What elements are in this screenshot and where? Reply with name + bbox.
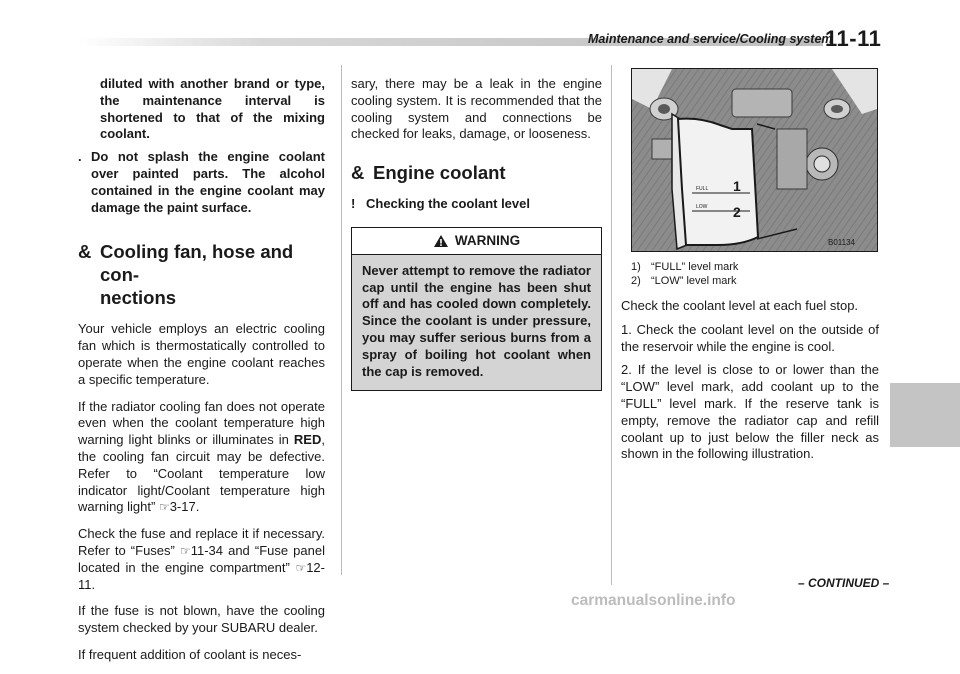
callout-2: 2 [733, 204, 741, 220]
legend-text: “FULL” level mark [651, 261, 739, 273]
section-heading-text [100, 240, 325, 309]
warning-text: Never attempt to remove the radiator cap until the engine has been shut off and has cooled down completely. Since the coolant is under pressure, you may suffer serious burns from a spray of boiling hot coolant when the cap is removed. [352, 255, 601, 391]
warning-box [351, 227, 602, 391]
column-2 [351, 76, 602, 391]
column-divider-2 [611, 65, 612, 585]
text-run: If the radiator cooling fan does not operate even when the coolant temperature high warning light blinks or illuminates in [78, 398, 325, 448]
paragraph: Your vehicle employs an electric cooling fan which is thermostatically controlled to operate when the engine coolant reaches a specific temperature. [78, 321, 325, 387]
bullet-text: Do not splash the engine coolant over painted parts. The alcohol contained in the engine coolant may damage the paint surface. [91, 149, 325, 215]
warning-triangle-icon [433, 234, 449, 248]
section-heading-cooling-fan [78, 240, 325, 309]
section-title: Maintenance and service/Cooling system [588, 32, 833, 46]
legend-item [631, 260, 879, 274]
heading-line-2: nections [100, 287, 177, 309]
paragraph [78, 526, 325, 593]
paragraph [78, 399, 325, 517]
tank-low-label: LOW [696, 204, 708, 210]
section-symbol: & [351, 162, 365, 184]
watermark: carmanualsonline.info [571, 592, 736, 609]
text-run: , the cooling fan circuit may be defective. Refer to “Coolant temperature low indicator light/Coolant temperature high warning light” [78, 432, 325, 515]
page-ref[interactable]: 11-34 and “Fuse panel located in the engine compartment” [78, 542, 325, 575]
step-2: 2. If the level is close to or lower than the “LOW” level mark, add coolant up to the “FULL” level mark. If the reserve tank is empty, remove the radiator cap and refill coolant up to just below the filler neck as shown in the following illustration. [621, 362, 879, 462]
paragraph: Check the coolant level at each fuel stop. [621, 298, 859, 313]
subheading-symbol: ! [351, 196, 356, 212]
legend-number: 2) [631, 275, 641, 287]
continued-marker: – CONTINUED – [798, 576, 890, 590]
engine-bay-figure [631, 68, 878, 252]
page-ref-icon: ☞ [179, 543, 191, 558]
heading-line-1: Cooling fan, hose and con- [100, 241, 294, 286]
column-1 [78, 76, 325, 674]
warning-header [352, 228, 601, 255]
column-3 [621, 68, 879, 470]
section-heading-engine-coolant [351, 161, 602, 184]
legend-text: “LOW” level mark [651, 275, 737, 287]
subheading-text: Checking the coolant level [366, 196, 530, 212]
page-ref[interactable]: 12-11. [78, 559, 325, 592]
paragraph: If frequent addition of coolant is neces- [78, 646, 302, 662]
step-1: 1. Check the coolant level on the outside of the reservoir while the engine is cool. [621, 321, 879, 354]
figure-code: B01134 [828, 238, 855, 247]
continued-note: diluted with another brand or type, the maintenance interval is shortened to that of the mixing coolant. [100, 76, 325, 142]
tank-full-label: FULL [696, 186, 709, 192]
text-run: Check the fuse and replace it if necessary. Refer to “Fuses” [78, 526, 325, 558]
section-heading-text: Engine coolant [373, 162, 506, 184]
subheading-checking-level [351, 196, 602, 213]
bullet-mark: . [78, 149, 82, 165]
callout-1: 1 [733, 178, 741, 194]
figure-legend [631, 260, 879, 288]
page-ref-icon: ☞ [295, 560, 307, 575]
page-ref-icon: ☞ [158, 500, 170, 515]
legend-item [631, 274, 879, 288]
section-symbol: & [78, 241, 92, 263]
legend-number: 1) [631, 261, 641, 273]
page-number: 11-11 [825, 26, 882, 51]
caution-bullet [78, 149, 325, 216]
paragraph: If the fuse is not blown, have the cooling system checked by your SUBARU dealer. [78, 603, 325, 636]
red-label: RED [293, 432, 322, 448]
page-ref[interactable]: 3-17. [169, 499, 200, 515]
paragraph: sary, there may be a leak in the engine cooling system. It is recommended that the cooling system and connections be checked for leaks, damage, or looseness. [351, 76, 602, 142]
chapter-tab [890, 383, 960, 447]
column-divider-1 [341, 65, 342, 575]
warning-title: WARNING [454, 232, 521, 248]
engine-bay-illustration [632, 69, 877, 251]
